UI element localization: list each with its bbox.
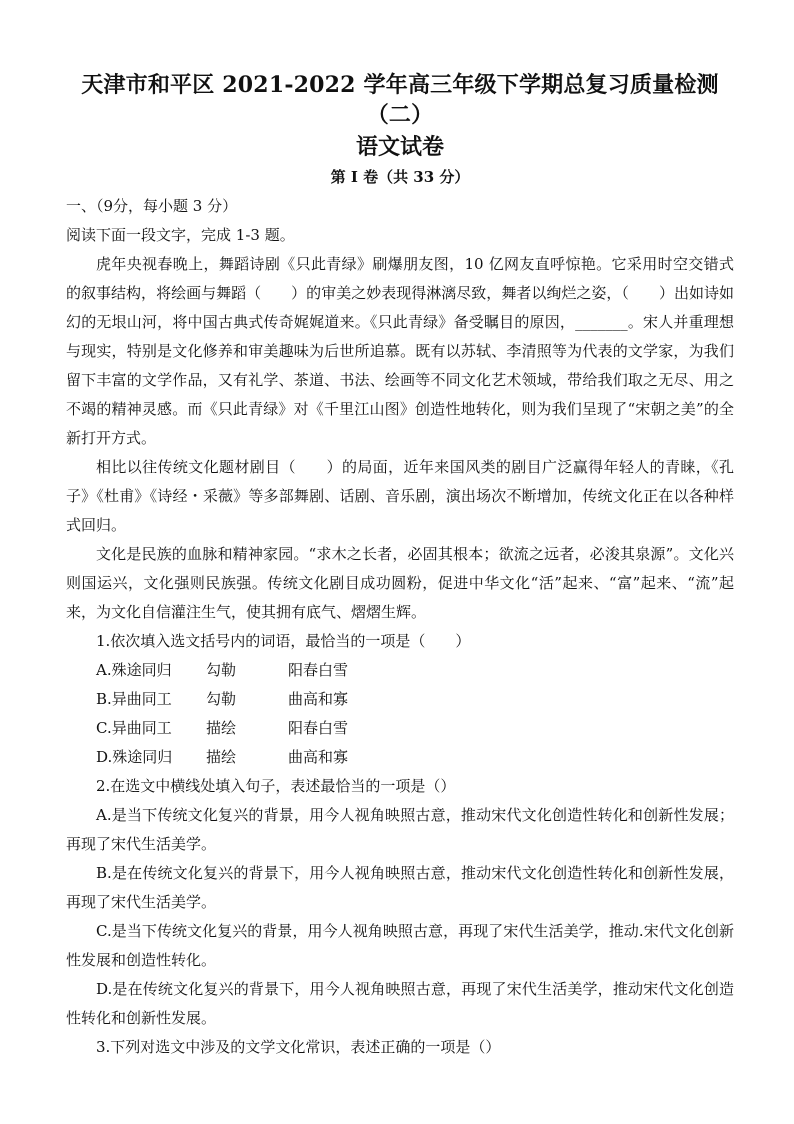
question-2-stem: 2.在选文中横线处填入句子，表述最恰当的一项是（）	[96, 777, 456, 795]
option-word-3: 阳春白雪	[288, 719, 349, 737]
option-word-3: 曲高和寡	[288, 690, 349, 708]
option-word-1: B.异曲同工	[96, 690, 172, 708]
passage-paragraph-1: 虎年央视春晚上，舞蹈诗剧《只此青绿》刷爆朋友图，10 亿网友直呼惊艳。它采用时空交错式的叙事结构，将绘画与舞蹈（ ）的审美之妙表现得淋漓尽致，舞者以绚烂之姿，（ ）出如诗如幻的无垠山河，将中国古典式传奇娓娓道来。《只此青绿》备受瞩目的原因，_______。宋人并重理想与现实，特别是文化修养和审美趣味为后世所追慕。既有以苏轼、李清照等为代表的文学家，为我们留下丰富的文学作品，又有礼学、茶道、书法、绘画等不同文化艺术领域，带给我们取之无尽、用之不竭的精神灵感。而《只此青绿》对《千里江山图》创造性地转化，则为我们呈现了“宋朝之美”的全新打开方式。	[66, 255, 734, 447]
question-2-option-b: B.是在传统文化复兴的背景下，用今人视角映照古意，推动宋代文化创造性转化和创新性发展，再现了宋代生活美学。	[66, 864, 734, 911]
section-heading: 一、（9分，每小题 3 分）	[66, 197, 238, 215]
question-1-option-c	[66, 714, 734, 743]
passage-paragraph-3: 文化是民族的血脉和精神家园。“求木之长者，必固其根本；欲流之远者，必浚其泉源”。文化兴则国运兴，文化强则民族强。传统文化剧目成功圆粉，促进中华文化“活”起来、“富”起来、“流”起来，为文化自信灌注生气，使其拥有底气、熠熠生辉。	[66, 545, 734, 621]
question-2-option-d: D.是在传统文化复兴的背景下，用今人视角映照古意，再现了宋代生活美学，推动宋代文化创造性转化和创新性发展。	[66, 980, 734, 1027]
question-1-option-a	[66, 656, 734, 685]
question-3-stem: 3.下列对选文中涉及的文学文化常识，表述正确的一项是（）	[96, 1038, 501, 1056]
option-word-2: 勾勒	[206, 690, 237, 708]
passage-paragraph-2: 相比以往传统文化题材剧目（ ）的局面，近年来国风类的剧目广泛赢得年轻人的青睐，《孔子》《杜甫》《诗经・采薇》等多部舞剧、话剧、音乐剧，演出场次不断增加，传统文化正在以各种样式回归。	[66, 458, 734, 534]
section-instruction: 阅读下面一段文字，完成 1-3 题。	[66, 226, 295, 244]
option-word-1: A.殊途同归	[96, 661, 172, 679]
exam-subtitle: 语文试卷	[355, 134, 444, 160]
option-word-2: 描绘	[206, 719, 237, 737]
question-1-option-d	[66, 743, 734, 772]
question-2-option-a: A.是当下传统文化复兴的背景，用今人视角映照古意，推动宋代文化创造性转化和创新性发展；再现了宋代生活美学。	[66, 806, 734, 853]
option-word-1: C.异曲同工	[96, 719, 172, 737]
question-1-option-b	[66, 685, 734, 714]
exam-title: 天津市和平区 2021-2022 学年高三年级下学期总复习质量检测（二）	[81, 72, 719, 128]
question-2-option-c: C.是当下传统文化复兴的背景，用今人视角映照古意，再现了宋代生活美学，推动.宋代文化创新性发展和创造性转化。	[66, 922, 734, 969]
option-word-3: 阳春白雪	[288, 661, 349, 679]
question-1-stem: 1.依次填入选文括号内的词语，最恰当的一项是（ ）	[96, 632, 471, 650]
option-word-2: 描绘	[206, 748, 237, 766]
option-word-1: D.殊途同归	[96, 748, 173, 766]
volume-title: 第 I 卷（共 33 分）	[330, 168, 470, 186]
option-word-3: 曲高和寡	[288, 748, 349, 766]
option-word-2: 勾勒	[206, 661, 237, 679]
